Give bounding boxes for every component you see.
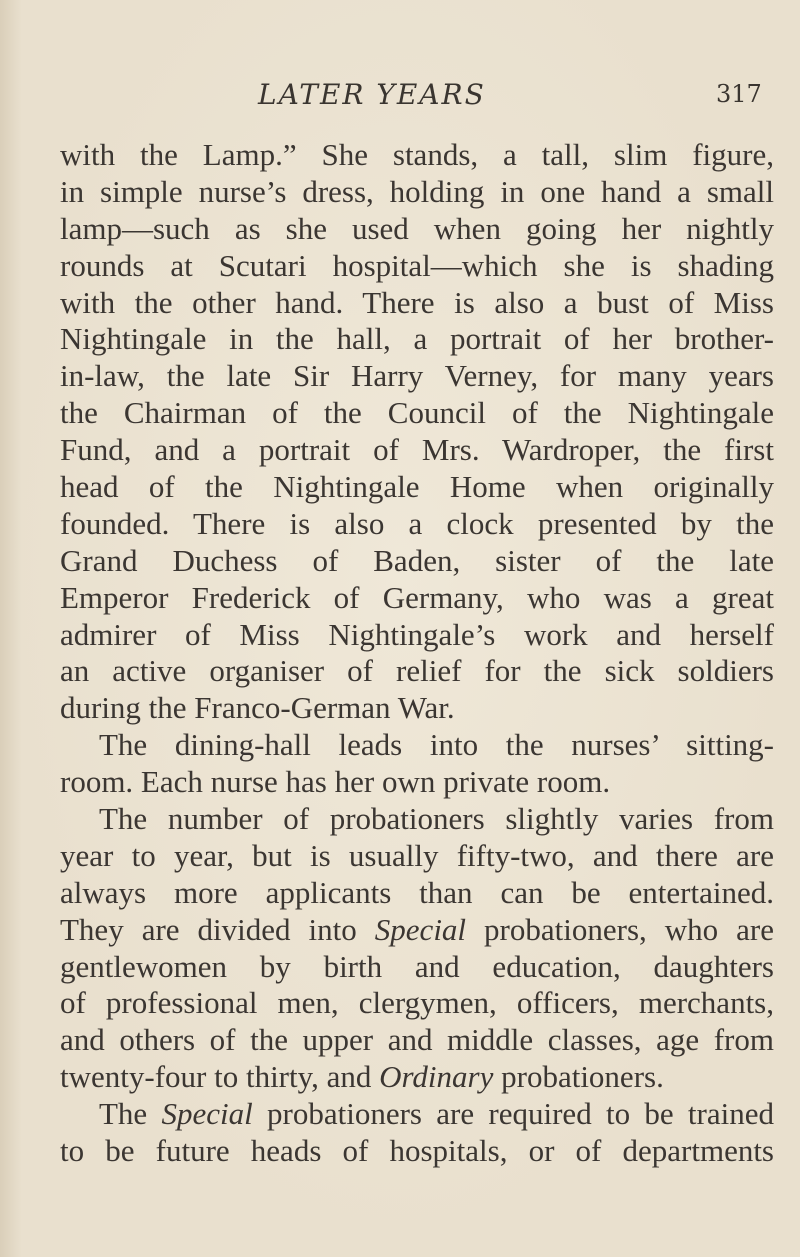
- text-segment: They are divided into: [60, 911, 375, 947]
- text-line: [60, 1059, 774, 1096]
- italic-term: Special: [374, 911, 467, 947]
- text-segment: probationers are required to be trained: [252, 1096, 774, 1132]
- text-line: in-law, the late Sir Harry Verney, for many years: [60, 358, 774, 394]
- text-line: always more applicants than can be entertained.: [60, 874, 774, 910]
- text-segment: probationers, who are: [466, 911, 774, 947]
- text-line: of professional men, clergymen, officers, merchants,: [60, 985, 774, 1021]
- text-line: gentlewomen by birth and education, daughters: [60, 948, 774, 984]
- text-line: an active organiser of relief for the sick soldiers: [60, 653, 774, 689]
- text-segment: probationers.: [493, 1059, 664, 1095]
- text-line: [60, 1096, 774, 1133]
- text-line: year to year, but is usually fifty-two, and there are: [60, 837, 774, 873]
- page-number: 317: [716, 80, 762, 108]
- text-line: with the Lamp.” She stands, a tall, slim figure,: [60, 137, 774, 172]
- text-line: during the Franco-German War.: [60, 690, 455, 726]
- text-line: The dining-hall leads into the nurses’ sitting-: [99, 727, 774, 763]
- text-line: Emperor Frederick of Germany, who was a great: [60, 579, 774, 615]
- body-text: [60, 137, 774, 1170]
- text-line: lamp—such as she used when going her nightly: [60, 210, 774, 246]
- text-line: The number of probationers slightly varies from: [99, 801, 774, 837]
- italic-term: Special: [161, 1096, 253, 1132]
- text-line: Nightingale in the hall, a portrait of her brother-: [60, 321, 774, 357]
- italic-term: Ordinary: [379, 1059, 494, 1095]
- running-head: [0, 78, 800, 118]
- text-line: Grand Duchess of Baden, sister of the late: [60, 542, 774, 578]
- text-line: founded. There is also a clock presented by the: [60, 505, 774, 541]
- running-title: LATER YEARS: [258, 78, 486, 111]
- text-line: [60, 912, 774, 949]
- text-segment: The: [99, 1096, 162, 1132]
- text-line: room. Each nurse has her own private room.: [60, 764, 611, 800]
- text-line: and others of the upper and middle classes, age from: [60, 1022, 774, 1058]
- text-line: rounds at Scutari hospital—which she is shading: [60, 247, 774, 283]
- text-line: with the other hand. There is also a bust of Miss: [60, 284, 774, 320]
- text-line: admirer of Miss Nightingale’s work and herself: [60, 616, 774, 652]
- text-line: to be future heads of hospitals, or of departments: [60, 1133, 774, 1169]
- text-line: Fund, and a portrait of Mrs. Wardroper, the first: [60, 432, 774, 468]
- text-line: head of the Nightingale Home when originally: [60, 469, 774, 505]
- text-line: the Chairman of the Council of the Nightingale: [60, 395, 774, 431]
- text-segment: twenty-four to thirty, and: [60, 1059, 380, 1095]
- text-line: in simple nurse’s dress, holding in one hand a small: [60, 173, 774, 209]
